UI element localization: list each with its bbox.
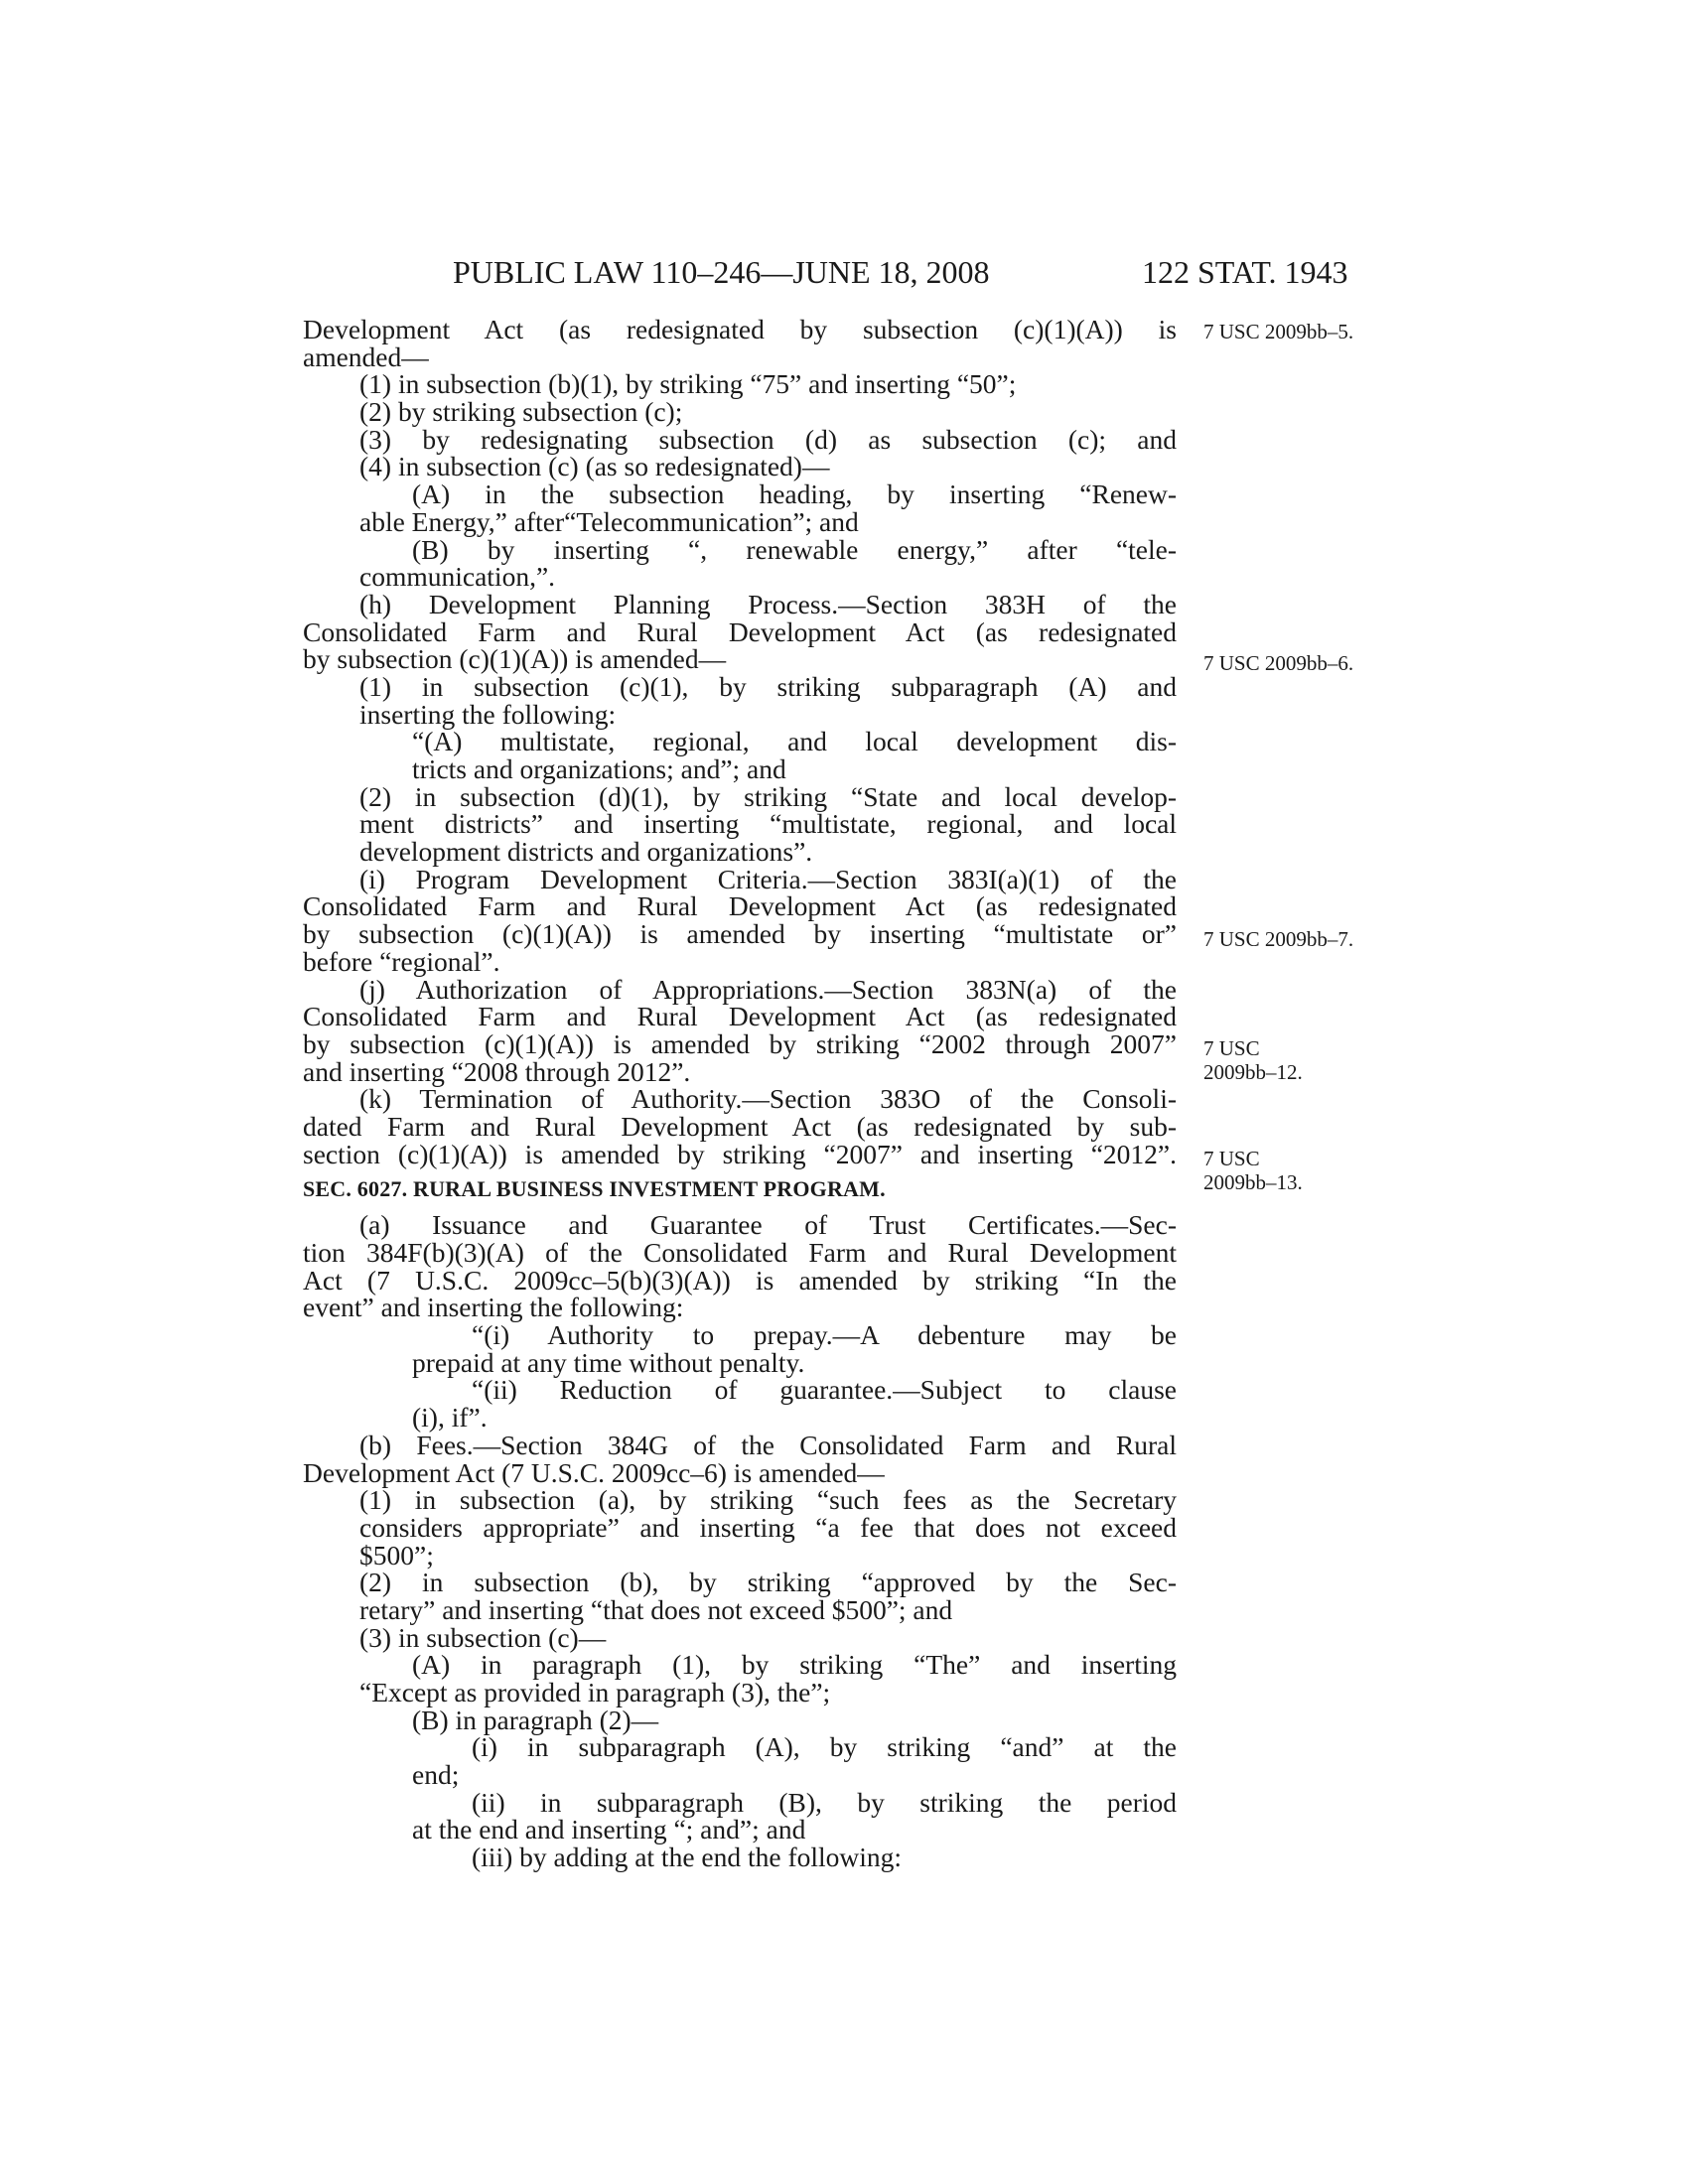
- text-line: section (c)(1)(A)) is amended by striking “2007” and inserting “2012”.: [303, 1138, 1177, 1169]
- text-line: (A) in the subsection heading, by inserting “Renew-: [412, 478, 1177, 510]
- text-line: Consolidated Farm and Rural Development Act (as redesignated: [303, 1001, 1177, 1032]
- text-line: Consolidated Farm and Rural Development Act (as redesignated: [303, 890, 1177, 922]
- text-line: (b) Fees.—Section 384G of the Consolidated Farm and Rural: [359, 1429, 1177, 1460]
- text-line: communication,”.: [359, 561, 556, 593]
- margin-citation: 7 USC 2009bb–13.: [1203, 1147, 1303, 1194]
- text-line: (k) Termination of Authority.—Section 383O of the Consoli-: [359, 1083, 1177, 1115]
- text-line: “Except as provided in paragraph (3), the”;: [359, 1677, 831, 1707]
- margin-citation: 7 USC 2009bb–7.: [1203, 927, 1354, 951]
- text-line: (A) in paragraph (1), by striking “The” and inserting: [412, 1649, 1177, 1681]
- text-line: able Energy,” after“Telecommunication”; and: [359, 505, 859, 537]
- document-body: [303, 316, 1177, 1871]
- text-line: development districts and organizations”.: [359, 836, 813, 868]
- text-line: Act (7 U.S.C. 2009cc–5(b)(3)(A)) is amended by striking “In the: [303, 1264, 1177, 1296]
- text-line: ment districts” and inserting “multistate, regional, and local: [359, 808, 1177, 840]
- text-line: at the end and inserting “; and”; and: [412, 1814, 806, 1845]
- text-line: (a) Issuance and Guarantee of Trust Certificates.—Sec-: [359, 1209, 1177, 1241]
- text-line: event” and inserting the following:: [303, 1292, 684, 1323]
- text-line: (3) by redesignating subsection (d) as subsection (c); and: [359, 423, 1177, 455]
- page-header: [0, 254, 1688, 294]
- text-line: tion 384F(b)(3)(A) of the Consolidated Farm and Rural Development: [303, 1237, 1177, 1268]
- text-line: (2) by striking subsection (c);: [359, 396, 683, 428]
- text-line: (2) in subsection (d)(1), by striking “State and local develop-: [359, 780, 1177, 812]
- section-heading: SEC. 6027. RURAL BUSINESS INVESTMENT PROGRAM.: [303, 1176, 886, 1202]
- text-line: (4) in subsection (c) (as so redesignated)—: [359, 451, 830, 482]
- text-line: amended—: [303, 341, 429, 372]
- text-line: “(ii) Reduction of guarantee.—Subject to clause: [472, 1374, 1177, 1406]
- text-line: (ii) in subparagraph (B), by striking the period: [472, 1786, 1177, 1818]
- text-line: Development Act (as redesignated by subsection (c)(1)(A)) is: [303, 314, 1177, 344]
- text-line: (iii) by adding at the end the following:: [472, 1842, 903, 1873]
- text-line: before “regional”.: [303, 945, 500, 977]
- text-line: (1) in subsection (a), by striking “such fees as the Secretary: [359, 1484, 1177, 1516]
- text-line: Consolidated Farm and Rural Development Act (as redesignated: [303, 615, 1177, 647]
- text-line: retary” and inserting “that does not exceed $500”; and: [359, 1593, 953, 1625]
- text-line: (i), if”.: [412, 1402, 488, 1433]
- text-line: (B) by inserting “, renewable energy,” after “tele-: [412, 533, 1177, 565]
- text-line: “(i) Authority to prepay.—A debenture may be: [472, 1319, 1177, 1351]
- text-line: (h) Development Planning Process.—Section 383H of the: [359, 588, 1177, 619]
- public-law-heading: PUBLIC LAW 110–246—JUNE 18, 2008: [453, 254, 990, 290]
- text-line: (1) in subsection (b)(1), by striking “75” and inserting “50”;: [359, 368, 1017, 400]
- text-line: tricts and organizations; and”; and: [412, 753, 786, 784]
- text-line: (B) in paragraph (2)—: [412, 1704, 659, 1735]
- text-line: (i) in subparagraph (A), by striking “and” at the: [472, 1731, 1177, 1763]
- text-line: (i) Program Development Criteria.—Section 383I(a)(1) of the: [359, 863, 1177, 894]
- text-line: by subsection (c)(1)(A)) is amended by striking “2002 through 2007”: [303, 1027, 1177, 1059]
- text-line: by subsection (c)(1)(A)) is amended by inserting “multistate or”: [303, 918, 1177, 950]
- text-line: considers appropriate” and inserting “a fee that does not exceed: [359, 1511, 1177, 1543]
- text-line: end;: [412, 1759, 460, 1791]
- text-line: by subsection (c)(1)(A)) is amended—: [303, 643, 727, 675]
- statute-page-number: 122 STAT. 1943: [1142, 254, 1348, 290]
- text-line: “(A) multistate, regional, and local development dis-: [412, 726, 1177, 757]
- text-line: (2) in subsection (b), by striking “approved by the Sec-: [359, 1567, 1177, 1598]
- text-line: (j) Authorization of Appropriations.—Section 383N(a) of the: [359, 973, 1177, 1005]
- text-line: and inserting “2008 through 2012”.: [303, 1055, 691, 1087]
- margin-citation: 7 USC 2009bb–12.: [1203, 1036, 1303, 1084]
- text-line: inserting the following:: [359, 698, 617, 730]
- margin-citation: 7 USC 2009bb–5.: [1203, 320, 1354, 343]
- text-line: prepaid at any time without penalty.: [412, 1346, 805, 1378]
- text-line: (1) in subsection (c)(1), by striking subparagraph (A) and: [359, 670, 1177, 702]
- margin-citation: 7 USC 2009bb–6.: [1203, 651, 1354, 675]
- text-line: Development Act (7 U.S.C. 2009cc–6) is amended—: [303, 1456, 885, 1488]
- text-line: (3) in subsection (c)—: [359, 1621, 607, 1653]
- text-line: dated Farm and Rural Development Act (as redesignated by sub-: [303, 1110, 1177, 1142]
- text-line: $500”;: [359, 1539, 434, 1570]
